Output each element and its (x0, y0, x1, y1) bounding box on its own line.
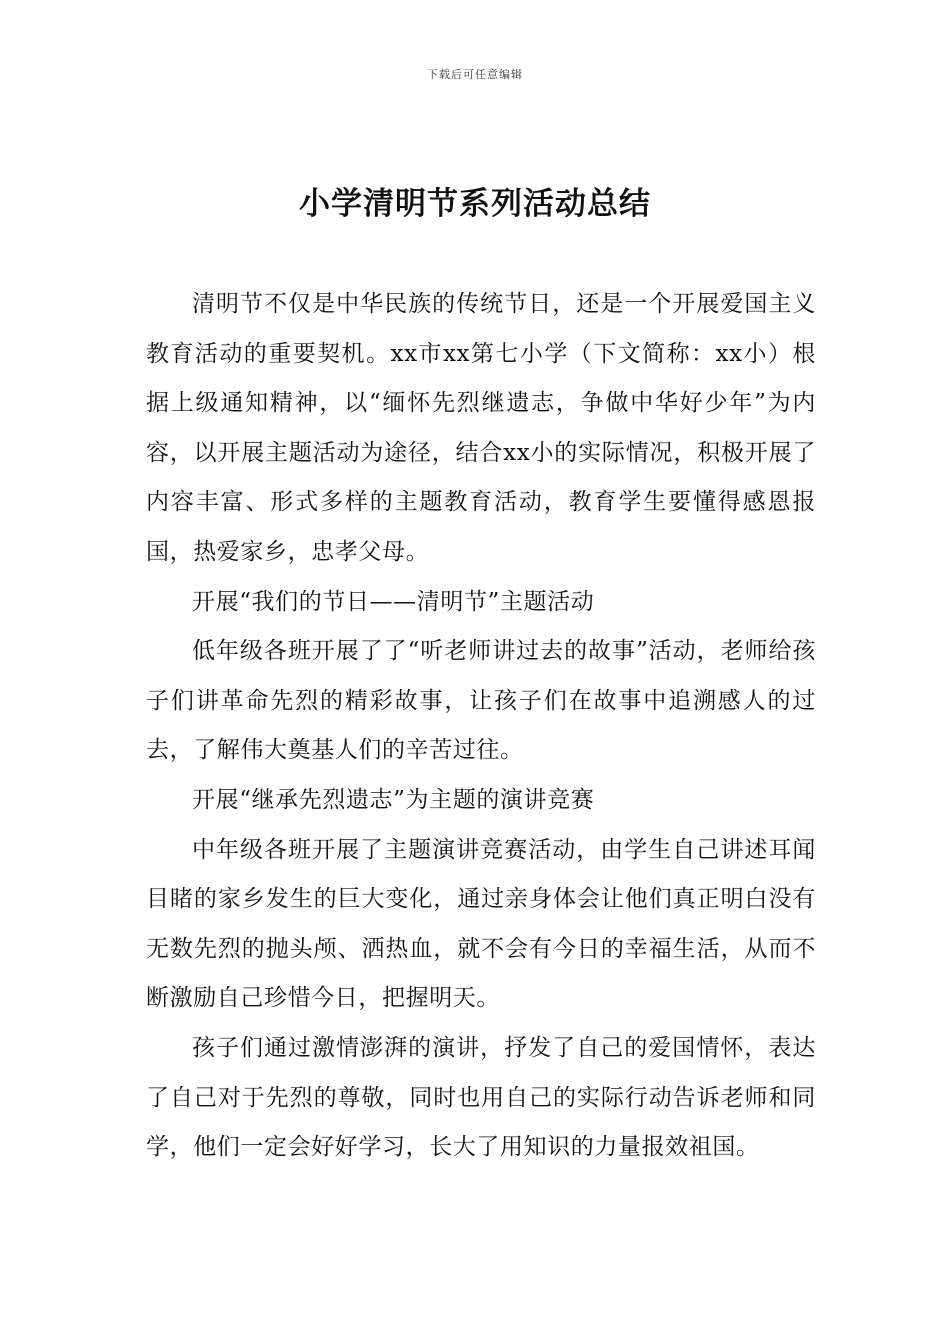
paragraph-intro: 清明节不仅是中华民族的传统节日，还是一个开展爱国主义教育活动的重要契机。xx市xx第七小学（下文简称：xx小）根据上级通知精神，以“缅怀先烈继遗志，争做中华好少年”为内容，以开展主题活动为途径，结合xx小的实际情况，积极开展了内容丰富、形式多样的主题教育活动，教育学生要懂得感恩报国，热爱家乡，忠孝父母。 (146, 291, 816, 565)
paragraph-heading-activity-2: 开展“继承先烈遗志”为主题的演讲竞赛 (192, 786, 595, 813)
document-body (146, 280, 816, 1173)
paragraph-lower-grades: 低年级各班开展了了“听老师讲过去的故事”活动，老师给孩子们讲革命先烈的精彩故事，让孩子们在故事中追溯感人的过去，了解伟大奠基人们的辛苦过往。 (146, 638, 816, 764)
document-title: 小学清明节系列活动总结 (299, 186, 651, 222)
paragraph-middle-grades: 中年级各班开展了主题演讲竞赛活动，由学生自己讲述耳闻目睹的家乡发生的巨大变化，通过亲身体会让他们真正明白没有无数先烈的抛头颅、洒热血，就不会有今日的幸福生活，从而不断激励自己珍惜今日，把握明天。 (146, 836, 816, 1012)
paragraph-heading-activity-1: 开展“我们的节日——清明节”主题活动 (192, 588, 595, 615)
header-note: 下载后可任意编辑 (427, 68, 523, 81)
paragraph-conclusion: 孩子们通过激情澎湃的演讲，抒发了自己的爱国情怀，表达了自己对于先烈的尊敬，同时也用自己的实际行动告诉老师和同学，他们一定会好好学习，长大了用知识的力量报效祖国。 (146, 1034, 816, 1161)
